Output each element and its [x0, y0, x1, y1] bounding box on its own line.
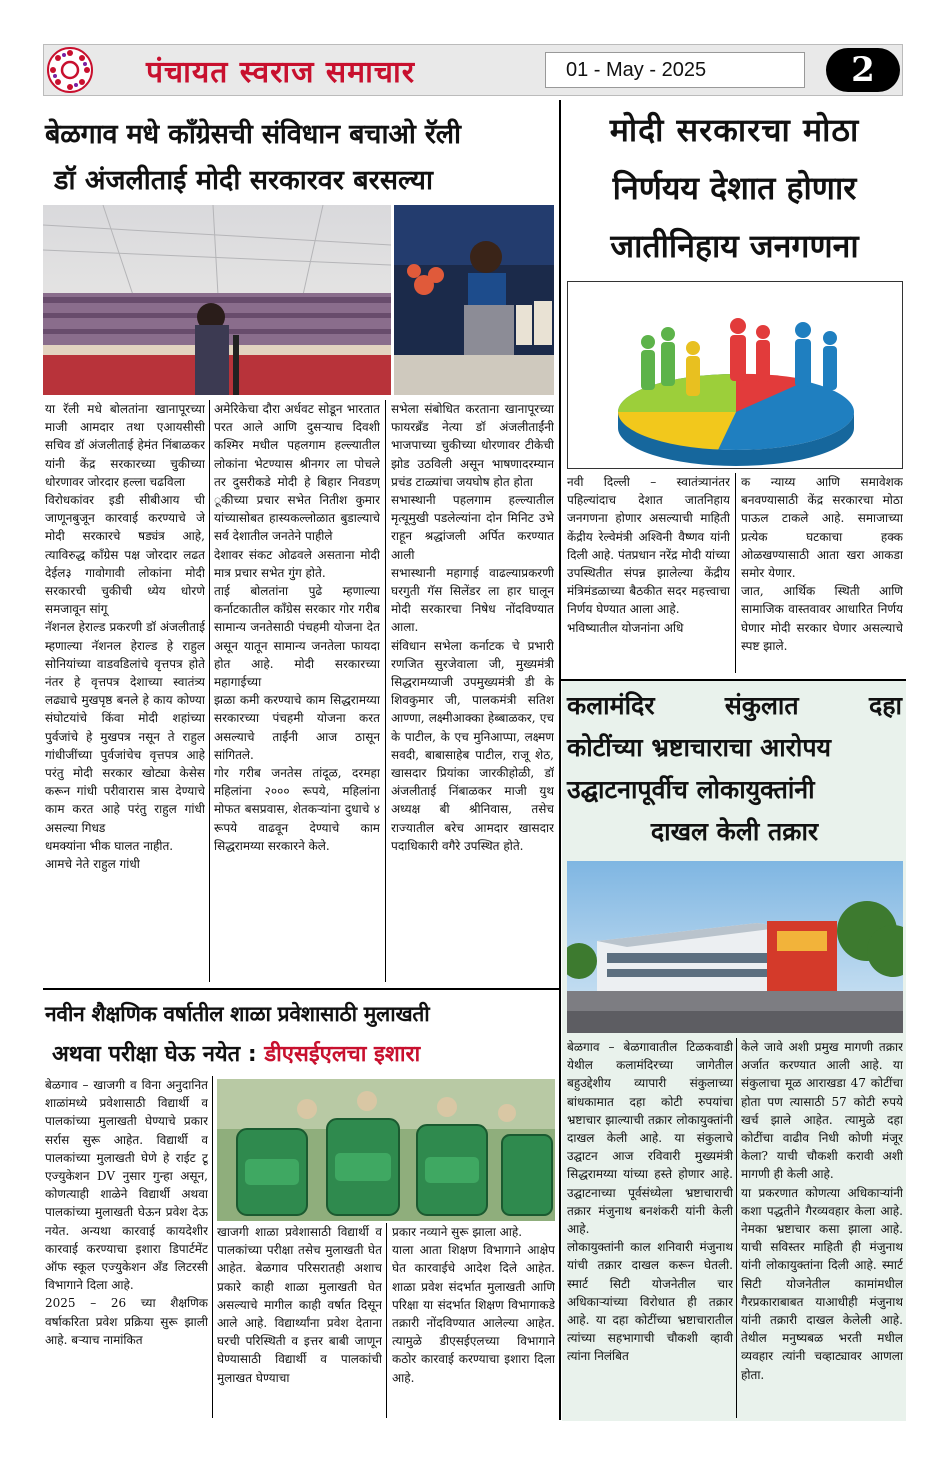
story4-column-3: प्रकार नव्याने सुरू झाला आहे. याला आता शिक्षण विभागाने आक्षेप घेत कारवाईचे आदेश दिले आहेत. शाळा प्रवेश संदर्भात मुलाखती आणि परिक्षा या संदर्भात शिक्षण विभागाकडे तक्रारी नोंदविण्यात आलेल्या आहेत. त्यामुळे डीएसईएलच्या विभागाने कठोर कारवाई करण्याचा इशारा दिला आहे.: [392, 1225, 555, 1385]
story1-column-3: सभेला संबोधित करताना खानापूरच्या फायरब्रँड नेत्या डॉ अंजलीताईंनी भाजपाच्या चुकीच्या धोरणावर टीकेची झोड उठविली असून भाषणादरम्यान प्रचंड टाळ्यांचा जयघोष होत होता सभास्थानी पहलगाम हल्ल्यातील मृत्यूमुखी पडलेल्यांना दोन मिनिट उभे राहून श्रद्धांजली अर्पित करण्यात आली सभास्थानी महागाई वाढल्याप्रकरणी घरगुती गॅस सिलेंडर ला हार घालून मोदी सरकारचा निषेध नोंदविण्यात आला. संविधान सभेला कर्नाटक चे प्रभारी रणजित सुरजेवाला जी, मुख्यमंत्री सिद्धरामय्याजी उपमुख्यमंत्री डी के शिवकुमार जी, पालकमंत्री सतिश आण्णा, लक्ष्मीआक्का हेब्बाळकर, एच के पाटील, के एच मुनिआप्पा, लक्ष्मण सवदी, बाबासाहेब पाटील, राजू शेठ, खासदार प्रियांका जारकीहोळी, डॉ अंजलीताई निंबाळकर माजी युथ अध्यक्ष बी श्रीनिवास, तसेच राज्यातील बरेच आमदार खासदार पदाधिकारी वगैरे उपस्थित होते.: [391, 402, 554, 853]
story2-headline-line3: जातीनिहाय जनगणना: [610, 227, 859, 265]
column-divider: [735, 473, 736, 673]
kalamandir-building-photo: [567, 861, 903, 1033]
section-divider: [559, 100, 561, 1420]
story3-headline-line3: उद्घाटनापूर्वीच लोकायुक्तांनी: [567, 775, 815, 804]
story1-headline-line2: डॉ अंजलीताई मोदी सरकारवर बरसल्या: [54, 165, 433, 196]
story3-column-1: बेळगाव – बेळगावातील टिळकवाडी येथील कलामंदिरच्या जागेतील बहुउद्देशीय व्यापारी संकुलाच्या बांधकामात दहा कोटी रुपयांचा भ्रष्टाचार झाल्याची तक्रार लोकायुक्तांनी दाखल केली आहे. या संकुलाचे उद्घाटन आज रविवारी मुख्यमंत्री सिद्धरामय्या यांच्या हस्ते होणार आहे. उद्घाटनाच्या पूर्वसंध्येला भ्रष्टाचाराची तक्रार मंजुनाथ बनशंकरी यांनी केली आहे. लोकायुक्तांनी काल शनिवारी मंजुनाथ यांची तक्रार दाखल करून घेतली. स्मार्ट सिटी योजनेतील चार अधिकाऱ्यांच्या विरोधात ही तक्रार आहे. या दहा कोटींच्या भ्रष्टाचारातील त्यांच्या सहभागाची चौकशी व्हावी त्यांना निलंबित: [567, 1040, 733, 1364]
story3-headline-line1: कलामंदिर संकुलात दहा: [567, 691, 902, 720]
story3-column-2: केले जावे अशी प्रमुख मागणी तक्रार अर्जात करण्यात आली आहे. या संकुलाचा मूळ आराखडा 47 कोटींचा होता पण त्यासाठी 57 कोटी रुपये खर्च झाले आहेत. त्यामुळे दहा कोटींचा वाढीव निधी कोणी मंजूर केला? याची चौकशी करावी अशी मागणी ही केली आहे. या प्रकरणात कोणत्या अधिकाऱ्यांनी कशा पद्धतीने गैरव्यवहार केला आहे. नेमका भ्रष्टाचार कसा झाला आहे. याची सविस्तर माहिती ही मंजुनाथ यांनी लोकायुक्तांना दिली आहे. स्मार्ट सिटी योजनेतील कामांमधील गैरप्रकाराबाबत याआधीही मंजुनाथ यांनी तक्रारी दाखल केलेली आहे. तेथील मनुष्यबळ भरती मधील व्यवहार त्यांनी चव्हाट्यावर आणला होता.: [741, 1040, 903, 1382]
speaker-podium-photo: [394, 205, 554, 395]
story4-headline-line1: नवीन शैक्षणिक वर्षातील शाळा प्रवेशासाठी मुलाखती: [45, 1002, 430, 1026]
issue-date: 01 - May - 2025: [545, 52, 805, 88]
rally-crowd-photo: [43, 205, 391, 395]
story2-column-2: क न्याय्य आणि समावेशक बनवण्यासाठी केंद्र सरकारचा मोठा पाऊल टाकले आहे. समाजाच्या प्रत्येक घटकाचा हक्क ओळखण्यासाठी आता खरा आकडा समोर येणार. जात, आर्थिक स्थिती आणि सामाजिक वास्तवावर आधारित निर्णय घेणार मोदी सरकार घेणार असल्याचे स्पष्ट झाले.: [741, 475, 903, 653]
panchayat-logo-icon: [46, 46, 94, 94]
story2-column-1: नवी दिल्ली – स्वातंत्र्यानंतर पहिल्यांदाच देशात जातनिहाय जनगणना होणार असल्याची माहिती केंद्रीय रेल्वेमंत्री अश्विनी वैष्णव यांनी दिली आहे. पंतप्रधान नरेंद्र मोदी यांच्या उपस्थितीत संपन्न झालेल्या केंद्रीय मंत्रिमंडळाच्या बैठकीत सदर महत्त्वाचा निर्णय घेण्यात आला आहे. भविष्यातील योजनांना अधि: [567, 475, 730, 635]
story4-headline-line2: [52, 1038, 552, 1068]
census-pie-people-graphic: [567, 281, 903, 469]
story4-column-2: खाजगी शाळा प्रवेशासाठी विद्यार्थी व पालकांच्या परीक्षा तसेच मुलाखती घेत आहेत. बेळगाव परिसरातही अशाच प्रकारे काही शाळा मुलाखती घेत असल्याचे मागील काही वर्षात दिसून आले आहे. विद्यार्थ्यांना प्रवेश देताना घरची परिस्थिती व इत्तर बाबी जाणून घेण्यासाठी विद्यार्थी व पालकांची मुलाखत घेण्याचा: [217, 1225, 382, 1385]
column-divider: [386, 1223, 387, 1418]
story2-headline-line2: निर्णयय देशात होणार: [612, 169, 857, 207]
column-divider: [736, 1038, 737, 1418]
story2-headline-line1: मोदी सरकारचा मोठा: [609, 111, 860, 149]
story4-headline-part-a: अथवा परीक्षा घेऊ नयेत :: [52, 1042, 265, 1067]
story3-headline-line2: कोटींच्या भ्रष्टाचाराचा आरोपय: [567, 733, 832, 762]
story4-column-1: बेळगाव – खाजगी व विना अनुदानित शाळांमध्ये प्रवेशासाठी विद्यार्थी व पालकांच्या मुलाखती घेण्याचे प्रकार सर्रास सुरू आहेत. विद्यार्थी व पालकांच्या मुलाखती घेणे हे राईट टू एज्युकेशन DV नुसार गुन्हा असून, कोणत्याही शाळेने विद्यार्थी अथवा पालकांच्या मुलाखती घेऊन प्रवेश देऊ नयेत. अन्यथा कारवाई कायदेशीर कारवाई करण्याचा इशारा डिपार्टमेंट ऑफ स्कूल एज्युकेशन अँड लिटरसी विभागाने दिला आहे. 2025 – 26 च्या शैक्षणिक वर्षाकरिता प्रवेश प्रक्रिया सुरू झाली आहे. बऱ्याच नामांकित: [45, 1078, 208, 1347]
column-divider: [209, 400, 210, 982]
column-divider: [385, 400, 386, 982]
section-divider: [43, 988, 559, 990]
students-backpacks-photo: [217, 1079, 555, 1221]
story1-column-2: अमेरिकेचा दौरा अर्धवट सोडून भारतात परत आले आणि दुसऱ्याच दिवशी कश्मिर मधील पहलगाम हल्ल्यातील लोकांना भेटण्यास श्रीनगर ला पोचले तर दुसरीकडे मोदी हे बिहार निवडण् ूकीच्या प्रचार सभेत नितीश कुमार यांच्यासोबत हास्यकल्लोळात बुडाल्याचे सर्व देशातील जनतेने पाहीले देशावर संकट ओढवले असताना मोदी मात्र प्रचार सभेत गुंग होते. ताई बोलतांना पुढे म्हणाल्या कर्नाटकातील कॉंग्रेस सरकार गोर गरीब सामान्य जनतेसाठी पंचहमी योजना देत असून यातून सामान्य जनतेला फायदा होत आहे. मोदी सरकारच्या महागाईच्या झळा कमी करण्याचे काम सिद्धरामय्या सरकारच्या पंचहमी योजना करत असल्याचे ताईंनी आज ठासून सांगितले. गोर गरीब जनतेस तांदूळ, दरमहा महिलांना २००० रूपये, महिलांना मोफत बसप्रवास, शेतकऱ्यांना दुधाचे ४ रूपये वाढवून देण्याचे काम सिद्धरामय्या सरकारने केले.: [214, 402, 380, 853]
column-divider: [212, 1076, 213, 1418]
story1-column-1: या रॅली मधे बोलतांना खानापूरच्या माजी आमदार तथा एआयसीसी सचिव डॉ अंजलीताई हेमंत निंबाळकर यांनी केंद्र सरकारच्या चुकीच्या धोरणावर जोरदार हल्ला चढविला विरोधकांवर इडी सीबीआय ची जाणूनबुजून कारवाई करण्याचे जे मोदी सरकारचे षड्यंत्र आहे, त्याविरुद्ध कॉंग्रेस पक्ष जोरदार लढत देईल३ गावोगावी लोकांना मोदी सरकारची चुकीची ध्येय धोरणे समजावून सांगू नॅशनल हेराल्ड प्रकरणी डॉ अंजलीताई म्हणाल्या नॅशनल हेराल्ड हे राहुल सोनियांच्या वाडवडिलांचे वृत्तपत्र होते नंतर हे वृत्तपत्र देशाच्या स्वातंत्र्य लढ्याचे मुखपृष्ठ बनले हे काय कोण्या संघोटयांचे किंवा मोदी शहांच्या पुर्वजांचे हे मुखपत्र नसून ते राहुल गांधीजींच्या पुर्वजांचेच वृत्तपत्र आहे परंतु मोदी सरकार खोट्या केसेस करून गांधी परीवारास त्रास देण्याचे काम करत आहे परंतु राहुल गांधी असल्या गिधड धमक्यांना भीक घालत नाहीत. आमचे नेते राहुल गांधी: [45, 402, 205, 872]
page-number: 2: [826, 48, 900, 92]
newspaper-title: पंचायत स्वराज समाचार: [146, 55, 415, 90]
story3-headline-line4: दाखल केली तक्रार: [650, 817, 819, 846]
story1-headline-line1: बेळगाव मधे काँग्रेसची संविधान बचाओ रॅली: [45, 119, 461, 150]
story4-headline-part-b: डीएसईएलचा इशारा: [264, 1042, 421, 1067]
